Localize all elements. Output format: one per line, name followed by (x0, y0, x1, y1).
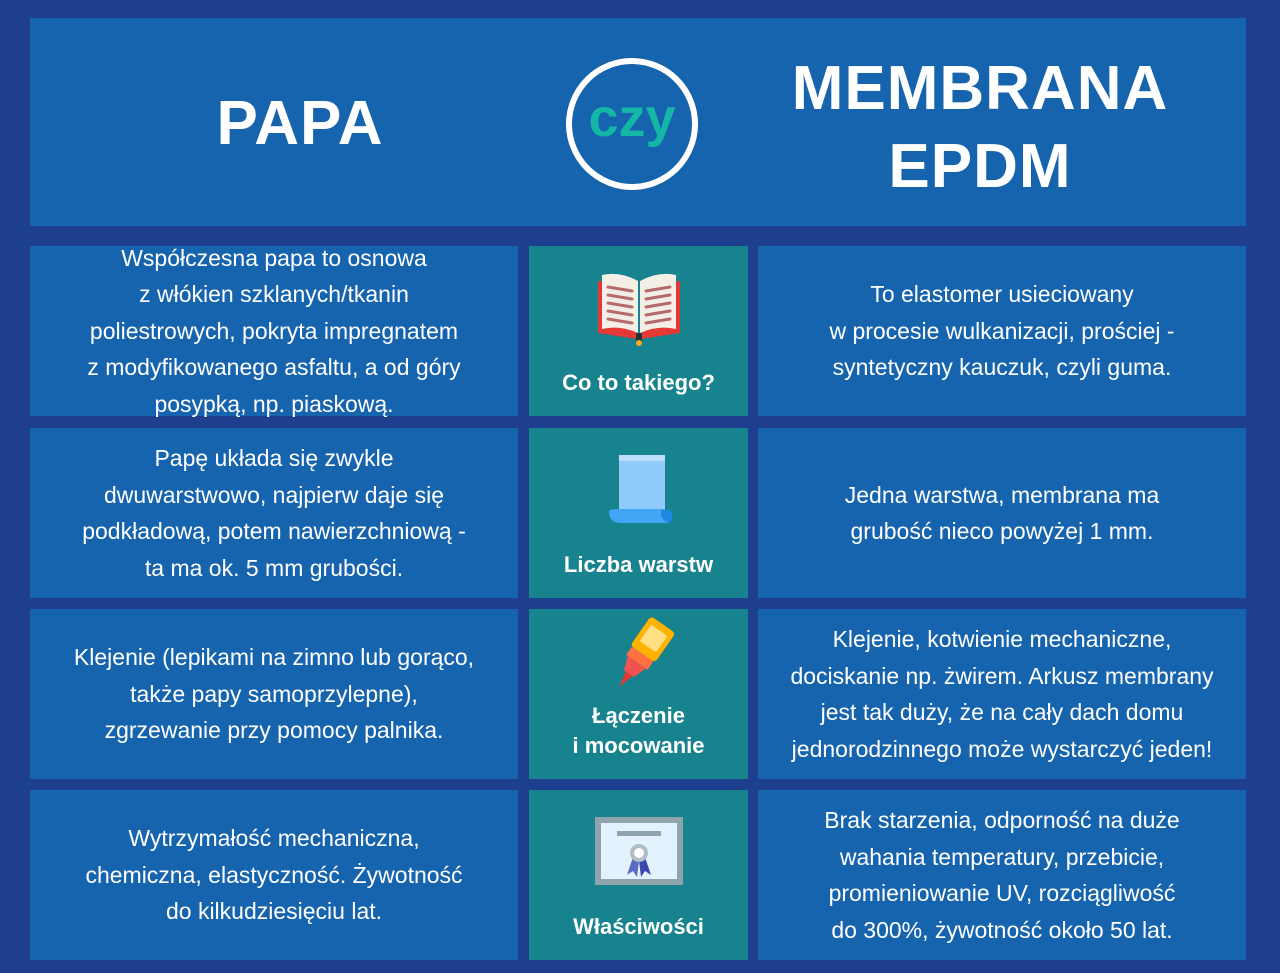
right-title-line-1: MEMBRANA (791, 54, 1169, 123)
row-4-right-line: promieniowanie UV, rozciągliwość (828, 880, 1176, 906)
row-3-right-text (758, 609, 1246, 779)
row-3-right-line: jest tak duży, że na cały dach domu (820, 699, 1184, 725)
row-3-left-line: Klejenie (lepikami na zimno lub gorąco, (73, 644, 475, 671)
row-1-left-line: posypką, np. piaskową. (154, 390, 394, 417)
row-1-right-text (758, 246, 1246, 416)
vs-label: czy (588, 88, 676, 148)
row-3-label-line-2: i mocowanie (572, 733, 705, 758)
row-2-left-line: Papę układa się zwykle (154, 445, 394, 471)
row-1-label: Co to takiego? (562, 370, 715, 395)
row-4-left-line: chemiczna, elastyczność. Żywotność (85, 861, 463, 888)
row-2-left-text (30, 428, 518, 598)
row-3-right-line: Klejenie, kotwienie mechaniczne, (832, 626, 1172, 652)
row-2-right-line: Jedna warstwa, membrana ma (844, 481, 1160, 508)
row-1-right-line: syntetyczny kauczuk, czyli guma. (832, 354, 1172, 381)
row-4-left-line: do kilkudziesięciu lat. (165, 898, 383, 925)
right-title (750, 50, 1210, 206)
vs-circle (566, 58, 698, 190)
row-1-left-line: z włókien szklanych/tkanin (139, 281, 409, 308)
row-1-left-line: z modyfikowanego asfaltu, a od góry (87, 354, 461, 381)
row-3-left-text (30, 609, 518, 779)
row-4-right-line: Brak starzenia, odporność na duże (824, 807, 1180, 833)
row-2-left-line: ta ma ok. 5 mm grubości. (144, 554, 404, 581)
row-1-left-line: Współczesna papa to osnowa (121, 244, 427, 271)
right-title-line-2: EPDM (888, 132, 1072, 201)
open-book-icon (594, 267, 684, 347)
row-3-category (529, 609, 748, 779)
row-1-right-line: w procesie wulkanizacji, prościej - (829, 317, 1175, 344)
row-4-category (529, 790, 748, 960)
row-4-right-line: do 300%, żywotność około 50 lat. (831, 916, 1173, 943)
row-3-left-line: także papy samoprzylepne), (130, 680, 418, 707)
row-2-right-text (758, 428, 1246, 598)
row-1-category (529, 246, 748, 416)
row-2-left-line: podkładową, potem nawierzchniową - (82, 518, 466, 544)
left-title: PAPA (216, 89, 384, 158)
row-1-left-line: poliestrowych, pokryta impregnatem (89, 317, 459, 344)
row-4-left-line: Wytrzymałość mechaniczna, (128, 825, 420, 852)
row-2-left-line: dwuwarstwowo, najpierw daje się (103, 481, 445, 508)
header-panel (30, 18, 1246, 226)
glue-tube-icon (599, 614, 679, 696)
row-3-right-line: dociskanie np. żwirem. Arkusz membrany (790, 662, 1214, 689)
row-3-left-line: zgrzewanie przy pomocy palnika. (104, 717, 444, 744)
row-2-label: Liczba warstw (563, 552, 714, 577)
row-2-right-line: grubość nieco powyżej 1 mm. (850, 518, 1154, 544)
row-4-left-text (30, 790, 518, 960)
row-3-label-line-1: Łączenie (592, 703, 685, 728)
row-1-right-line: To elastomer usieciowany (870, 281, 1134, 308)
row-1-left-text (30, 246, 518, 416)
row-4-right-text (758, 790, 1246, 960)
certificate-icon (591, 813, 687, 889)
row-2-category (529, 428, 748, 598)
rolled-sheet-icon (599, 449, 679, 529)
row-4-label: Właściwości (573, 914, 704, 939)
row-4-right-line: wahania temperatury, przebicie, (839, 843, 1165, 870)
row-3-right-line: jednorodzinnego może wystarczyć jeden! (791, 735, 1213, 762)
